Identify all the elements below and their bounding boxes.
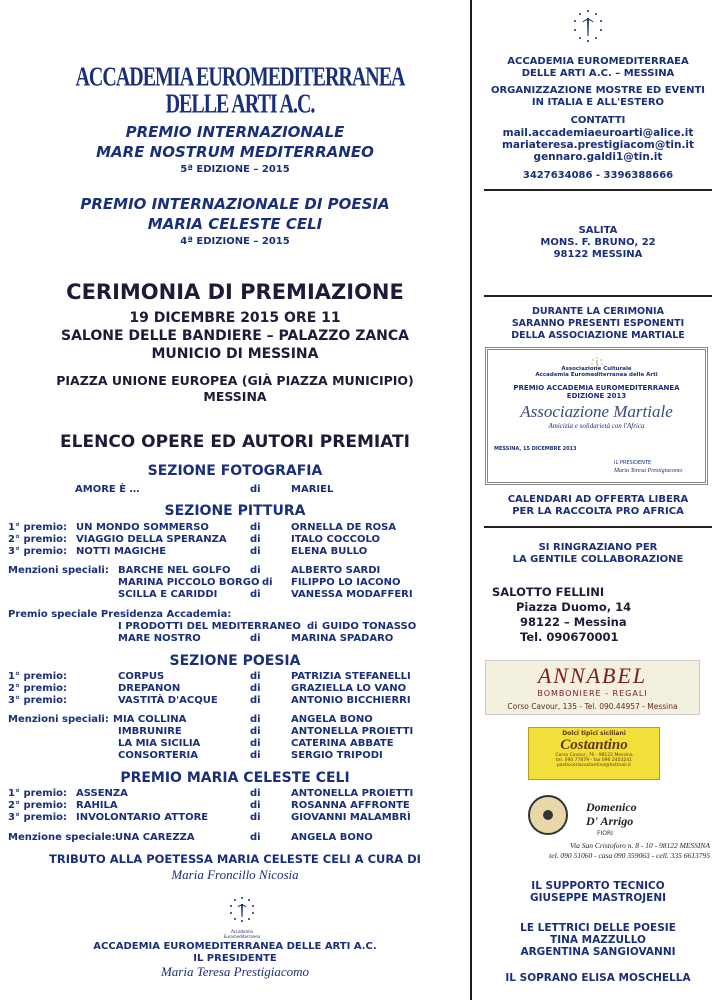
prize-label: 2° premio: [8, 534, 68, 545]
di-label: di [250, 750, 261, 761]
contact-email[interactable]: mariateresa.prestigiacom@tin.it [501, 139, 695, 151]
annabel-logo: ANNABEL BOMBONIERE - REGALI Corso Cavour, 135 - Tel. 090.44957 - Messina [485, 660, 700, 715]
di-label: di [262, 577, 273, 588]
author-name: GIOVANNI MALAMBRÌ [291, 812, 411, 823]
author-name: VANESSA MODAFFERI [291, 589, 413, 600]
thanks-note: SI RINGRAZIANO PER LA GENTILE COLLABORAZIONE [512, 542, 684, 565]
prize-label: 1° premio: [8, 522, 68, 533]
calendar-note: CALENDARI AD OFFERTA LIBERA PER LA RACCOLTA PRO AFRICA [507, 494, 689, 517]
author-name: ANTONELLA PROIETTI [291, 726, 414, 737]
work-title: MARE NOSTRO [118, 633, 201, 644]
ceremony-note: DURANTE LA CERIMONIA SARANNO PRESENTI ESPONENTI DELLA ASSOCIAZIONE MARTIALE [511, 306, 685, 341]
poesia-mention-label: Menzioni speciali: [8, 714, 109, 725]
section-poesia-heading: SEZIONE POESIA [169, 653, 301, 669]
work-title: INVOLONTARIO ATTORE [76, 812, 209, 823]
prize-label: 3° premio: [8, 546, 68, 557]
org-title: ACCADEMIA EUROMEDITERRANEA DELLE ARTI A.C. [75, 62, 405, 120]
ceremony-title: CERIMONIA DI PREMIAZIONE [66, 280, 404, 304]
work-title: IMBRUNIRE [118, 726, 182, 737]
di-label: di [250, 738, 261, 749]
soprano: IL SOPRANO ELISA MOSCHELLA [505, 972, 691, 984]
right-org-desc: ORGANIZZAZIONE MOSTRE ED EVENTI IN ITALIA E ALL'ESTERO [490, 85, 706, 108]
address-block: SALITA MONS. F. BRUNO, 22 98122 MESSINA [540, 225, 656, 260]
work-title: LA MIA SICILIA [118, 738, 201, 749]
di-label: di [250, 589, 261, 600]
work-title: ASSENZA [76, 788, 128, 799]
tech-support: IL SUPPORTO TECNICO GIUSEPPE MASTROJENI [529, 880, 667, 904]
academy-logo-icon: Accademia Euromediterranea [222, 895, 262, 933]
di-label: di [250, 788, 261, 799]
work-title: BARCHE NEL GOLFO [118, 565, 231, 576]
salotto-fellini: SALOTTO FELLINI Piazza Duomo, 14 98122 – Messina Tel. 090670001 [492, 585, 632, 644]
di-label: di [250, 534, 261, 545]
di-label: di [250, 671, 261, 682]
contact-phones: 3427634086 - 3396388666 [522, 170, 674, 181]
author-name: ANTONELLA PROIETTI [291, 788, 414, 799]
di-label: di [250, 695, 261, 706]
prize2-edition: 4ª EDIZIONE – 2015 [180, 236, 290, 247]
author-name: FILIPPO LO IACONO [291, 577, 401, 588]
di-label: di [250, 800, 261, 811]
prize-label: 3° premio: [8, 695, 68, 706]
prize-label: 3° premio: [8, 812, 68, 823]
author-name: ELENA BULLO [291, 546, 368, 557]
work-title: MIA COLLINA [113, 714, 187, 725]
author-name: PATRIZIA STEFANELLI [291, 671, 411, 682]
ceremony-details [0, 309, 470, 363]
contacts-block [484, 115, 712, 163]
work-title: CONSORTERIA [118, 750, 198, 761]
di-label: di [250, 565, 261, 576]
ceremony-venue: SALONE DELLE BANDIERE – PALAZZO ZANCA [60, 328, 410, 344]
work-title: SCILLA E CARIDDI [118, 589, 218, 600]
divider [484, 295, 712, 297]
work-title: RAHILA [76, 800, 118, 811]
darrigo-address: Via San Cristoforo n. 8 - 10 - 98122 MESSINA tel. 090 51060 - casa 090 359063 - cell. 335 6613795 [549, 841, 710, 860]
costantino-logo: Dolci tipici siciliani Costantino Corso Cavour, 76 - 98122 Messina tel. 090 77879 - fax 090 2403241 pasticceriacostantino@hotmail.it [528, 727, 660, 780]
di-label: di [250, 683, 261, 694]
author-name: GUIDO TONASSO [322, 621, 417, 632]
contact-email[interactable]: gennaro.galdi1@tin.it [533, 151, 663, 163]
work-title: CORPUS [118, 671, 165, 682]
special-prize-label: Premio speciale Presidenza Accademia: [8, 609, 232, 620]
footer-org: ACCADEMIA EUROMEDITERRANEA DELLE ARTI A.C. IL PRESIDENTE [93, 941, 377, 964]
certificate-image: Associazione Culturale Accademia Euromediterranea delle Arti PREMIO ACCADEMIA EUROMEDITERRANEA EDIZIONE 2013 Associazione Martiale Amicizia e solidarietà con l'Africa MESSINA, 15 DICEMBRE 2013 IL PRESIDENTE Maria Teresa Prestigiacomo [485, 347, 708, 485]
work-title: DREPANON [118, 683, 181, 694]
footer-signature: Maria Teresa Prestigiacomo [160, 964, 310, 979]
section-celi-heading: PREMIO MARIA CELESTE CELI [120, 770, 350, 786]
author-name: ROSANNA AFFRONTE [291, 800, 410, 811]
author-name: ANTONIO BICCHIERRI [291, 695, 411, 706]
author-name: ANGELA BONO [291, 714, 373, 725]
ceremony-date: 19 DICEMBRE 2015 ORE 11 [129, 310, 341, 326]
section-foto-heading: SEZIONE FOTOGRAFIA [147, 463, 323, 479]
prize-label: 2° premio: [8, 800, 68, 811]
column-divider [470, 0, 472, 1000]
work-title: MARINA PICCOLO BORGO [118, 577, 260, 588]
author-name: GRAZIELLA LO VANO [291, 683, 407, 694]
work-title: UN MONDO SOMMERSO [76, 522, 209, 533]
author-name: ALBERTO SARDI [291, 565, 381, 576]
ceremony-address: PIAZZA UNIONE EUROPEA (GIÀ PIAZZA MUNICIPIO) MESSINA [56, 373, 414, 404]
right-org-name: ACCADEMIA EUROMEDITERRAEA DELLE ARTI A.C. – MESSINA [507, 56, 689, 79]
work-title: VASTITÀ D'ACQUE [118, 695, 218, 706]
author-name: ITALO COCCOLO [291, 534, 381, 545]
academy-logo-icon [488, 354, 705, 366]
author-name: SERGIO TRIPODI [291, 750, 383, 761]
di-label: di [250, 546, 261, 557]
prize1-edition: 5ª EDIZIONE – 2015 [180, 164, 290, 175]
author-name: MARINA SPADARO [291, 633, 394, 644]
darrigo-name: Domenico D' Arrigo [586, 800, 637, 828]
pittura-mention-label: Menzioni speciali: [8, 565, 109, 576]
list-title: ELENCO OPERE ED AUTORI PREMIATI [60, 432, 410, 452]
di-label: di [250, 714, 261, 725]
ceremony-municipio: MUNICIO DI MESSINA [151, 346, 319, 362]
work-title: I PRODOTTI DEL MEDITERRANEO [118, 621, 301, 632]
prize2-title: PREMIO INTERNAZIONALE DI POESIA MARIA CELESTE CELI [80, 195, 390, 233]
author-name: CATERINA ABBATE [291, 738, 394, 749]
readers: LE LETTRICI DELLE POESIE TINA MAZZULLO ARGENTINA SANGIOVANNI [520, 922, 676, 958]
tribute-name: Maria Froncillo Nicosia [171, 867, 299, 882]
di-label: di [250, 633, 261, 644]
prize1-title: PREMIO INTERNAZIONALE MARE NOSTRUM MEDITERRANEO [96, 123, 374, 161]
author-name: ORNELLA DE ROSA [291, 522, 397, 533]
di-label: di [250, 726, 261, 737]
section-pittura-heading: SEZIONE PITTURA [164, 503, 306, 519]
darrigo-sub: FIORI [597, 830, 613, 837]
prize-label: 1° premio: [8, 671, 68, 682]
prize-label: 2° premio: [8, 683, 68, 694]
tribute-line: TRIBUTO ALLA POETESSA MARIA CELESTE CELI A CURA DI [49, 852, 421, 866]
work-title: NOTTI MAGICHE [76, 546, 167, 557]
di-label: di [250, 812, 261, 823]
academy-logo-icon [568, 8, 608, 48]
di-label: di [250, 522, 261, 533]
prize-label: 1° premio: [8, 788, 68, 799]
contact-email[interactable]: mail.accademiaeuroarti@alice.it [502, 127, 694, 139]
work-title: VIAGGIO DELLA SPERANZA [76, 534, 227, 545]
flower-badge-icon [528, 795, 568, 835]
di-label: di [307, 621, 318, 632]
divider [484, 526, 712, 528]
contacts-title: CONTATTI [570, 115, 626, 126]
divider [484, 189, 712, 191]
